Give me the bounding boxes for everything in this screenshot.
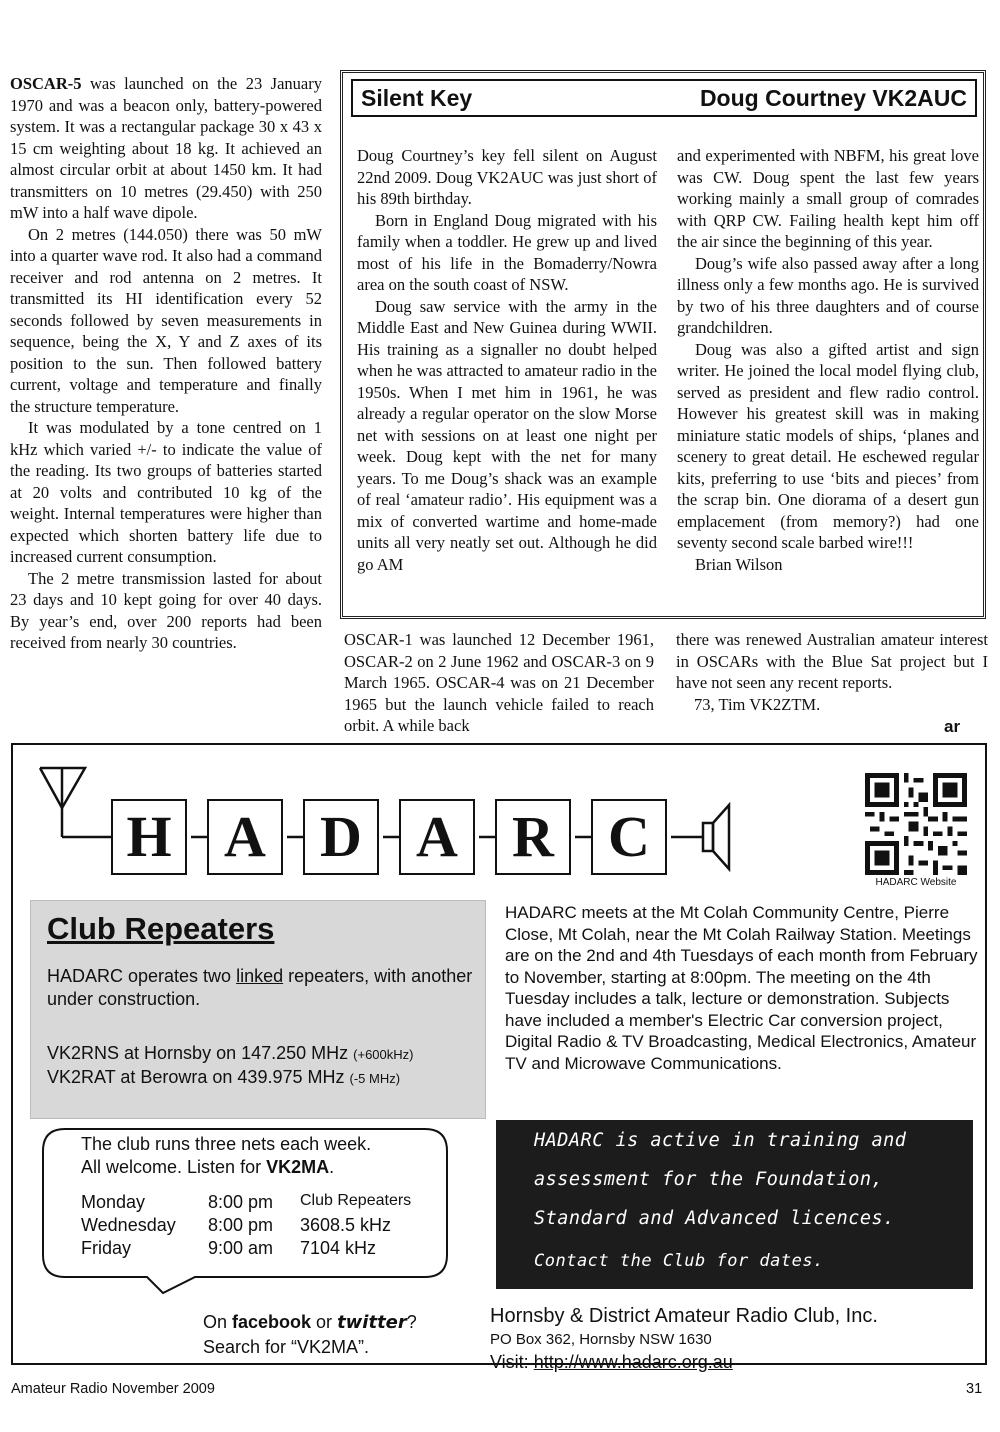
net-callsign: VK2MA <box>266 1157 330 1177</box>
page-number: 31 <box>966 1381 983 1397</box>
obituary-paragraph: Doug was also a gifted artist and sign writer. He joined the local model flying club, served as president and flew radio control. However his greatest skill was in making miniature static models of ships, ‘planes and scenery to great detail. He eschewed regular kits, preferring to use ‘bits and pieces’ from the scrap bin. One diorama of a desert gun emplacement (from memory?) had one seventy second scale barbed wire!!! <box>677 339 979 552</box>
oscar5-paragraph: OSCAR-5 was launched on the 23 January 1970 and was a beacon only, battery-powered system. It was a rectangular package 30 x 43 x 15 cm weighting about 18 kg. It achieved an almost circular orbit at about 1450 km. It had transmitters on 10 metres (29.450) with 250 mW into a half wave dipole. <box>10 74 322 222</box>
author-signoff: 73, Tim VK2ZTM. <box>694 694 821 714</box>
logo-letter-a: A <box>399 799 475 875</box>
social-media-info: On facebook or twitter? Search for “VK2MA”. <box>203 1310 417 1360</box>
nets-intro: The club runs three nets each week. All welcome. Listen for VK2MA. <box>81 1134 372 1177</box>
logo-letter-d: D <box>303 799 379 875</box>
meetings-info: HADARC meets at the Mt Colah Community Centre, Pierre Close, Mt Colah, near the Mt Colah Railway Station. Meetings are on the 2nd and 4th Tuesdays of each month from February to November, starting at 8:00pm. The meeting on the 4th Tuesday includes a talk, lecture or demonstration. Subjects have included a member's Electric Car conversion project, Digital Radio & TV Broadcasting, Medical Electronics, Amateur TV and Microwave Communications. <box>505 903 978 1073</box>
obituary-paragraph: Doug’s wife also passed away after a long illness only a few months ago. He is survived by two of his three daughters and of course grandchildren. <box>677 253 979 337</box>
left-column-article <box>10 73 322 654</box>
training-line: HADARC is active in training and <box>534 1130 907 1151</box>
qr-caption: HADARC Website <box>875 877 957 888</box>
oscar-history-continued: there was renewed Australian amateur interest in OSCARs with the Blue Sat project but I have not seen any recent reports. 73, Tim VK2ZTM. <box>676 630 988 714</box>
article-paragraph: The 2 metre transmission lasted for about 23 days and 10 kept going for over 40 days. By year’s end, over 200 reports had been received from nearly 30 countries. <box>10 568 322 652</box>
obituary-signature: Brian Wilson <box>695 554 783 574</box>
silent-key-name: Doug Courtney VK2AUC <box>699 85 967 111</box>
obituary-paragraph: and experimented with NBFM, his great love was CW. Doug spent the last few years working mainly a small group of comrades with QRP CW. Failing health kept him off the air since the beginning of this year. <box>677 146 979 251</box>
logo-letter-h: H <box>111 799 187 875</box>
training-panel <box>496 1120 973 1289</box>
silent-key-label: Silent Key <box>361 85 473 111</box>
logo-letter-c: C <box>591 799 667 875</box>
obituary-paragraph: Born in England Doug migrated with his family when a toddler. He grew up and lived most of his life in the Bomaderry/Nowra area on the south coast of NSW. <box>357 210 657 294</box>
club-address: PO Box 362, Hornsby NSW 1630 <box>490 1331 712 1348</box>
oscar-history-paragraph: OSCAR-1 was launched 12 December 1961, OSCAR-2 on 2 June 1962 and OSCAR-3 on 9 March 1965. OSCAR-4 was on 21 December 1965 but the launch vehicle failed to reach orbit. A while back <box>344 630 654 735</box>
repeater-vk2rns: VK2RNS at Hornsby on 147.250 MHz (+600kHz) <box>47 1043 414 1063</box>
club-repeaters-panel <box>30 900 486 1119</box>
obituary-paragraph: Doug Courtney’s key fell silent on August 22nd 2009. Doug VK2AUC was just short of his 89th birthday. <box>357 146 657 208</box>
qr-code-icon[interactable] <box>865 773 967 875</box>
silent-key-column-1 <box>357 145 657 575</box>
training-line: assessment for the Foundation, <box>534 1169 884 1190</box>
training-contact: Contact the Club for dates. <box>534 1251 824 1271</box>
silent-key-heading <box>351 79 977 117</box>
club-contact: Hornsby & District Amateur Radio Club, Inc. PO Box 362, Hornsby NSW 1630 Visit: http://www.hadarc.org.au <box>490 1305 878 1372</box>
club-name: Hornsby & District Amateur Radio Club, Inc. <box>490 1305 878 1327</box>
hadarc-advertisement: H A D A R C HADARC Website Club Repeaters HADARC operates two linked repeaters, with another under construction. VK2RNS at Hornsby on 147.250 MHz (+600kHz) VK2RAT at Berowra on 439.975 MHz (-5 MHz) HADARC meets at the Mt Colah Community Centre, Pierre Close, Mt Colah, near the Mt Colah Railway Station. Meetings are on the 2nd and 4th Tuesdays of each month from February to November, starting at 8:00pm. The meeting on the 4th Tuesday includes a talk, lecture or demonstration. Subjects have included a member's Electric Car conversion project, Digital Radio & TV Broadcasting, Medical Electronics, Amateur TV and Microwave Communications. The club runs three nets each week. All welcome. Listen for VK2MA. Monday 8:00 pm Club Repeaters Wednesday 8:00 pm 3608.5 kHz Friday 9:00 am 7104 kHz HADARC is active in training and assessment for the Foundation, Standard and Advanced licences. Contact the Club for dates. On facebook or twitter? Search for “VK2MA”. Hornsby & District Amateur Radio Club, Inc. PO Box 362, Hornsby NSW 1630 Visit: http://www.hadarc.org.au <box>11 743 987 1365</box>
facebook-link[interactable]: facebook <box>232 1312 312 1332</box>
silent-key-column-2 <box>677 145 979 575</box>
club-website-link[interactable]: http://www.hadarc.org.au <box>533 1352 733 1372</box>
article-end-mark: ar <box>944 717 961 736</box>
training-line: Standard and Advanced licences. <box>534 1208 895 1229</box>
club-repeaters-title: Club Repeaters <box>47 911 275 946</box>
club-repeaters-description: HADARC operates two linked repeaters, with another under construction. <box>47 966 473 1009</box>
silent-key-box <box>340 70 986 619</box>
search-hint: Search for “VK2MA”. <box>203 1337 370 1357</box>
obituary-paragraph: Doug saw service with the army in the Middle East and New Guinea during WWII. His training as a signaller no doubt helped when he was attracted to amateur radio in the 1950s. When I met him in 1961, he was already a regular operator on the slow Morse net with sessions on at least one night per week. Doug kept with the net for many years. To me Doug’s shack was an example of real ‘amateur radio’. His equipment was a mix of converted wartime and home-made units all very neatly set out. Although he did go AM <box>357 296 657 574</box>
article-paragraph: It was modulated by a tone centred on 1 kHz which varied +/- to indicate the value of the reading. Its two groups of batteries started at 20 volts and contributed 10 kg of the weight. Internal temperatures were higher than expected which shorten battery life due to increased current consumption. <box>10 418 322 566</box>
article-paragraph: On 2 metres (144.050) there was 50 mW into a quarter wave rod. It also had a command receiver and rod antenna on 2 metres. It transmitted its HI identification every 52 seconds followed by seven measurements in sequence, being the X, Y and Z axes of its position to the sun. Then followed battery current, voltage and temperature and finally the structure temperature. <box>10 224 322 416</box>
logo-letter-a: A <box>207 799 283 875</box>
repeater-vk2rat: VK2RAT at Berowra on 439.975 MHz (-5 MHz) <box>47 1067 401 1087</box>
oscar5-title: OSCAR-5 <box>10 74 82 93</box>
twitter-link[interactable]: twitter <box>337 1312 407 1333</box>
logo-letter-r: R <box>495 799 571 875</box>
footer-publication: Amateur Radio November 2009 <box>11 1381 215 1397</box>
